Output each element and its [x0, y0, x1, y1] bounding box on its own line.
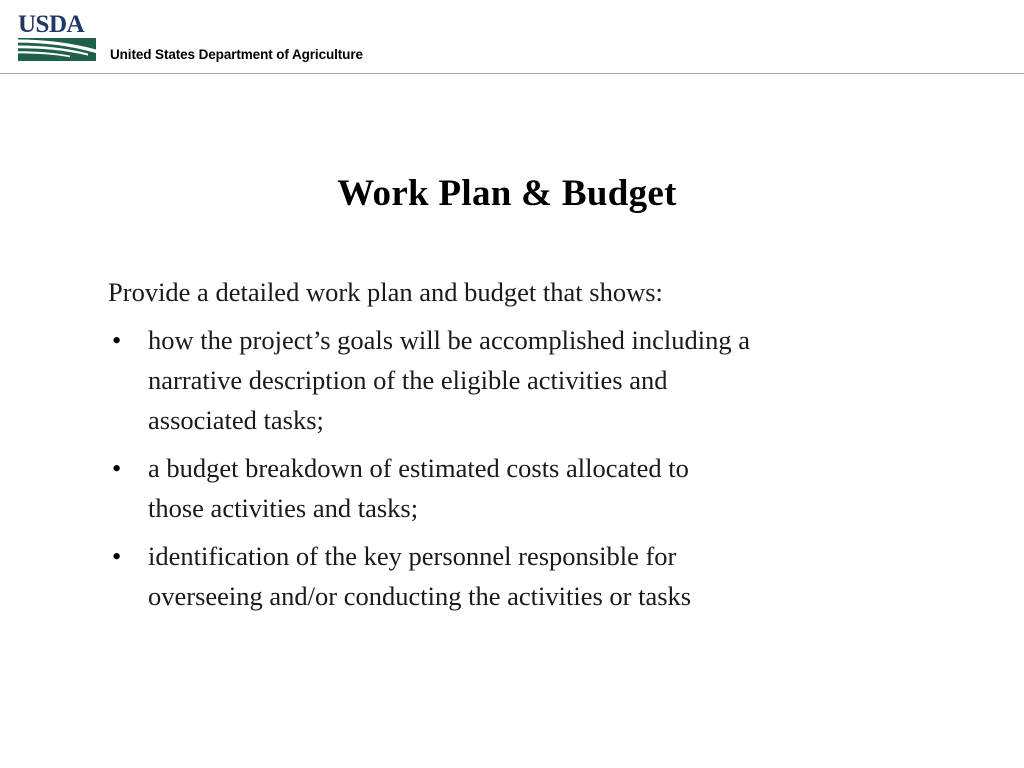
list-item [108, 448, 938, 528]
slide-content [108, 272, 938, 616]
list-item [108, 536, 938, 616]
page-title: Work Plan & Budget [337, 173, 677, 214]
bullet-icon: • [112, 453, 122, 483]
list-item-text [148, 320, 938, 440]
usda-tagline: United States Department of Agriculture [110, 47, 363, 62]
list-item [108, 320, 938, 440]
list-item-line: those activities and tasks; [148, 493, 419, 523]
usda-logo [18, 9, 102, 65]
list-item-line: associated tasks; [148, 405, 324, 435]
intro-text: Provide a detailed work plan and budget that shows: [108, 277, 663, 307]
bullet-icon: • [112, 325, 122, 355]
header-divider [0, 73, 1024, 74]
svg-text:USDA: USDA [18, 11, 85, 38]
list-item-line: overseeing and/or conducting the activities or tasks [148, 581, 692, 611]
list-item-line: narrative description of the eligible activities and [148, 365, 668, 395]
list-item-text [148, 448, 938, 528]
slide-header [0, 0, 1024, 74]
list-item-line: how the project’s goals will be accomplished including a [148, 325, 750, 355]
list-item-text [148, 536, 938, 616]
bullet-icon: • [112, 541, 122, 571]
list-item-line: a budget breakdown of estimated costs allocated to [148, 453, 689, 483]
list-item-line: identification of the key personnel responsible for [148, 541, 677, 571]
